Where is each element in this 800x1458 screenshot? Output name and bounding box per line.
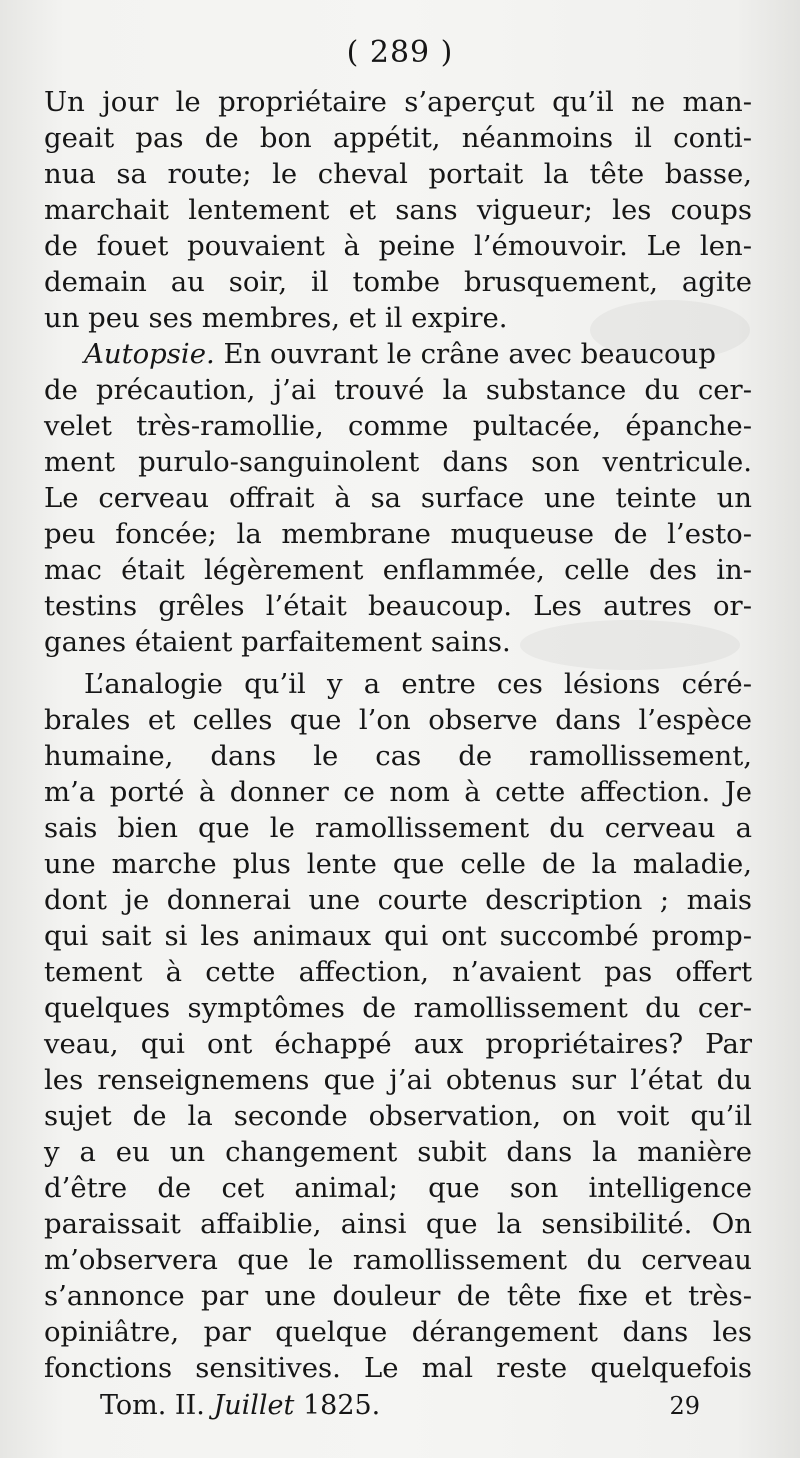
text-line: fonctions sensitives. Le mal reste quelquefois bbox=[44, 1352, 752, 1384]
text-line: demain au soir, il tombe brusquement, agite bbox=[44, 266, 752, 298]
text-line: qui sait si les animaux qui ont succombé promp- bbox=[44, 920, 752, 952]
body-text bbox=[44, 86, 752, 1386]
text-line: quelques symptômes de ramollissement du cer- bbox=[44, 992, 752, 1024]
text-line: veau, qui ont échappé aux propriétaires? Par bbox=[44, 1028, 752, 1060]
text-line: marchait lentement et sans vigueur; les coups bbox=[44, 194, 752, 226]
text-line: Un jour le propriétaire s’aperçut qu’il ne man- bbox=[44, 86, 752, 118]
text-line: s’annonce par une douleur de tête fixe et très- bbox=[44, 1280, 752, 1312]
text-line: testins grêles l’était beaucoup. Les autres or- bbox=[44, 590, 752, 622]
page-footer bbox=[100, 1388, 700, 1424]
month-label: Juillet bbox=[213, 1390, 295, 1421]
autopsie-heading: Autopsie. bbox=[84, 338, 215, 370]
paragraph-2-first-line bbox=[44, 338, 716, 370]
text-line: brales et celles que l’on observe dans l’espèce bbox=[44, 704, 752, 736]
year-label: 1825. bbox=[294, 1390, 381, 1421]
text-line: ganes étaient parfaitement sains. bbox=[44, 626, 511, 658]
text-line: opiniâtre, par quelque dérangement dans les bbox=[44, 1316, 752, 1348]
text-run: En ouvrant le crâne avec beaucoup bbox=[214, 338, 716, 370]
text-line: paraissait affaiblie, ainsi que la sensibilité. On bbox=[44, 1208, 752, 1240]
text-line: ment purulo-sanguinolent dans son ventricule. bbox=[44, 446, 752, 478]
text-line: dont je donnerai une courte description ; mais bbox=[44, 884, 752, 916]
text-line: de fouet pouvaient à peine l’émouvoir. Le len- bbox=[44, 230, 752, 262]
text-line: humaine, dans le cas de ramollissement, bbox=[44, 740, 752, 772]
text-line: les renseignemens que j’ai obtenus sur l’état du bbox=[44, 1064, 752, 1096]
text-line: nua sa route; le cheval portait la tête basse, bbox=[44, 158, 752, 190]
text-line: mac était légèrement enflammée, celle des in- bbox=[44, 554, 752, 586]
volume-label: Tom. II. bbox=[100, 1390, 214, 1421]
text-line: un peu ses membres, et il expire. bbox=[44, 302, 508, 334]
text-line: peu foncée; la membrane muqueuse de l’esto- bbox=[44, 518, 752, 550]
text-line: velet très-ramollie, comme pultacée, épanche- bbox=[44, 410, 752, 442]
text-line: Le cerveau offrait à sa surface une teinte un bbox=[44, 482, 752, 514]
text-line: m’observera que le ramollissement du cerveau bbox=[44, 1244, 752, 1276]
text-line: L’analogie qu’il y a entre ces lésions céré- bbox=[84, 668, 752, 700]
text-line: sujet de la seconde observation, on voit qu’il bbox=[44, 1100, 752, 1132]
text-line: y a eu un changement subit dans la manière bbox=[44, 1136, 752, 1168]
text-line: d’être de cet animal; que son intelligence bbox=[44, 1172, 752, 1204]
page-number: ( 289 ) bbox=[346, 35, 454, 70]
text-line: une marche plus lente que celle de la maladie, bbox=[44, 848, 752, 880]
volume-reference bbox=[100, 1388, 380, 1424]
text-line: geait pas de bon appétit, néanmoins il conti- bbox=[44, 122, 752, 154]
text-line: m’a porté à donner ce nom à cette affection. Je bbox=[44, 776, 752, 808]
signature-mark: 29 bbox=[669, 1392, 700, 1420]
text-line: tement à cette affection, n’avaient pas offert bbox=[44, 956, 752, 988]
text-line: de précaution, j’ai trouvé la substance du cer- bbox=[44, 374, 752, 406]
text-line: sais bien que le ramollissement du cerveau a bbox=[44, 812, 752, 844]
